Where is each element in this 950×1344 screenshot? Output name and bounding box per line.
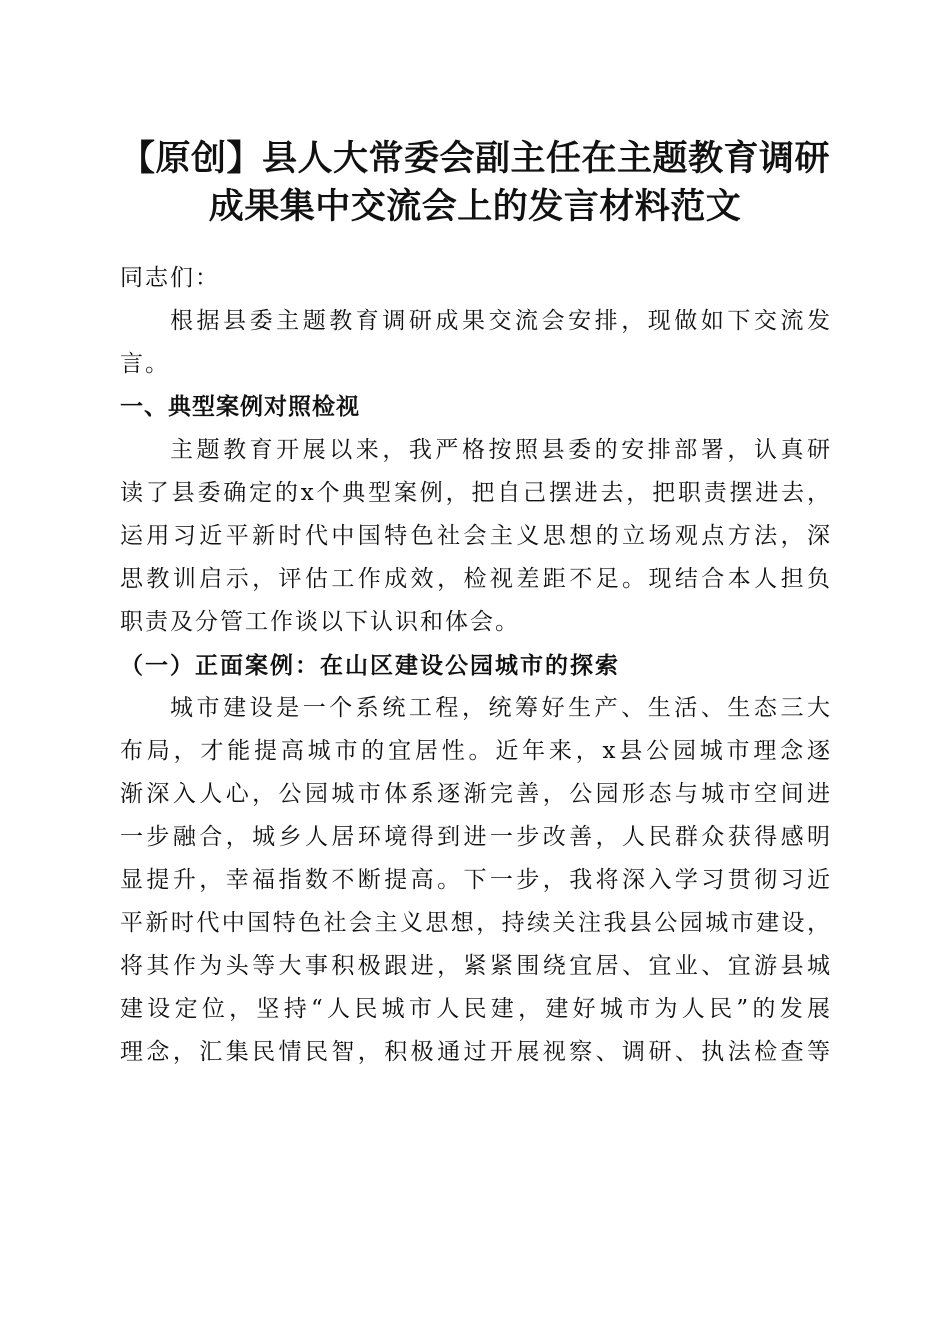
intro-paragraph — [120, 300, 832, 386]
paragraph-line: 主题教育开展以来，我严格按照县委的安排部署，认真研 — [170, 437, 832, 463]
subsection-heading: （一）正面案例：在山区建设公园城市的探索 — [120, 652, 620, 679]
document-title-line-1: 【原创】县人大常委会副主任在主题教育调研 — [119, 138, 830, 179]
paragraph-line: 平新时代中国特色社会主义思想，持续关注我县公园城市建设， — [120, 910, 832, 936]
body-paragraph-2 — [120, 687, 832, 1074]
paragraph-line: 根据县委主题教育调研成果交流会安排，现做如下交流发 — [170, 308, 832, 334]
paragraph-line: 言。 — [120, 351, 170, 377]
document-body — [120, 257, 832, 1074]
greeting: 同志们： — [120, 265, 220, 291]
body-paragraph-1 — [120, 429, 832, 644]
document-title-line-2: 成果集中交流会上的发言材料范文 — [208, 186, 742, 227]
paragraph-line: 读了县委确定的x个典型案例，把自己摆进去，把职责摆进去， — [120, 480, 832, 506]
paragraph-line: 城市建设是一个系统工程，统筹好生产、生活、生态三大 — [170, 695, 832, 721]
paragraph-line: 思教训启示，评估工作成效，检视差距不足。现结合本人担负 — [120, 566, 832, 592]
section-heading: 一、典型案例对照检视 — [120, 394, 360, 420]
paragraph-line: 理念，汇集民情民智，积极通过开展视察、调研、执法检查等 — [120, 1039, 832, 1065]
paragraph-line: 职责及分管工作谈以下认识和体会。 — [120, 609, 520, 635]
paragraph-line: 布局，才能提高城市的宜居性。近年来，x县公园城市理念逐 — [120, 738, 832, 764]
paragraph-line: 将其作为头等大事积极跟进，紧紧围绕宜居、宜业、宜游县城 — [120, 953, 832, 979]
paragraph-line: 显提升，幸福指数不断提高。下一步，我将深入学习贯彻习近 — [120, 867, 832, 893]
paragraph-line: 渐深入人心，公园城市体系逐渐完善，公园形态与城市空间进 — [120, 781, 832, 807]
paragraph-line: 运用习近平新时代中国特色社会主义思想的立场观点方法，深 — [120, 523, 832, 549]
paragraph-line: 一步融合，城乡人居环境得到进一步改善，人民群众获得感明 — [120, 824, 832, 850]
paragraph-line: 建设定位，坚持“人民城市人民建，建好城市为人民”的发展 — [120, 996, 832, 1022]
